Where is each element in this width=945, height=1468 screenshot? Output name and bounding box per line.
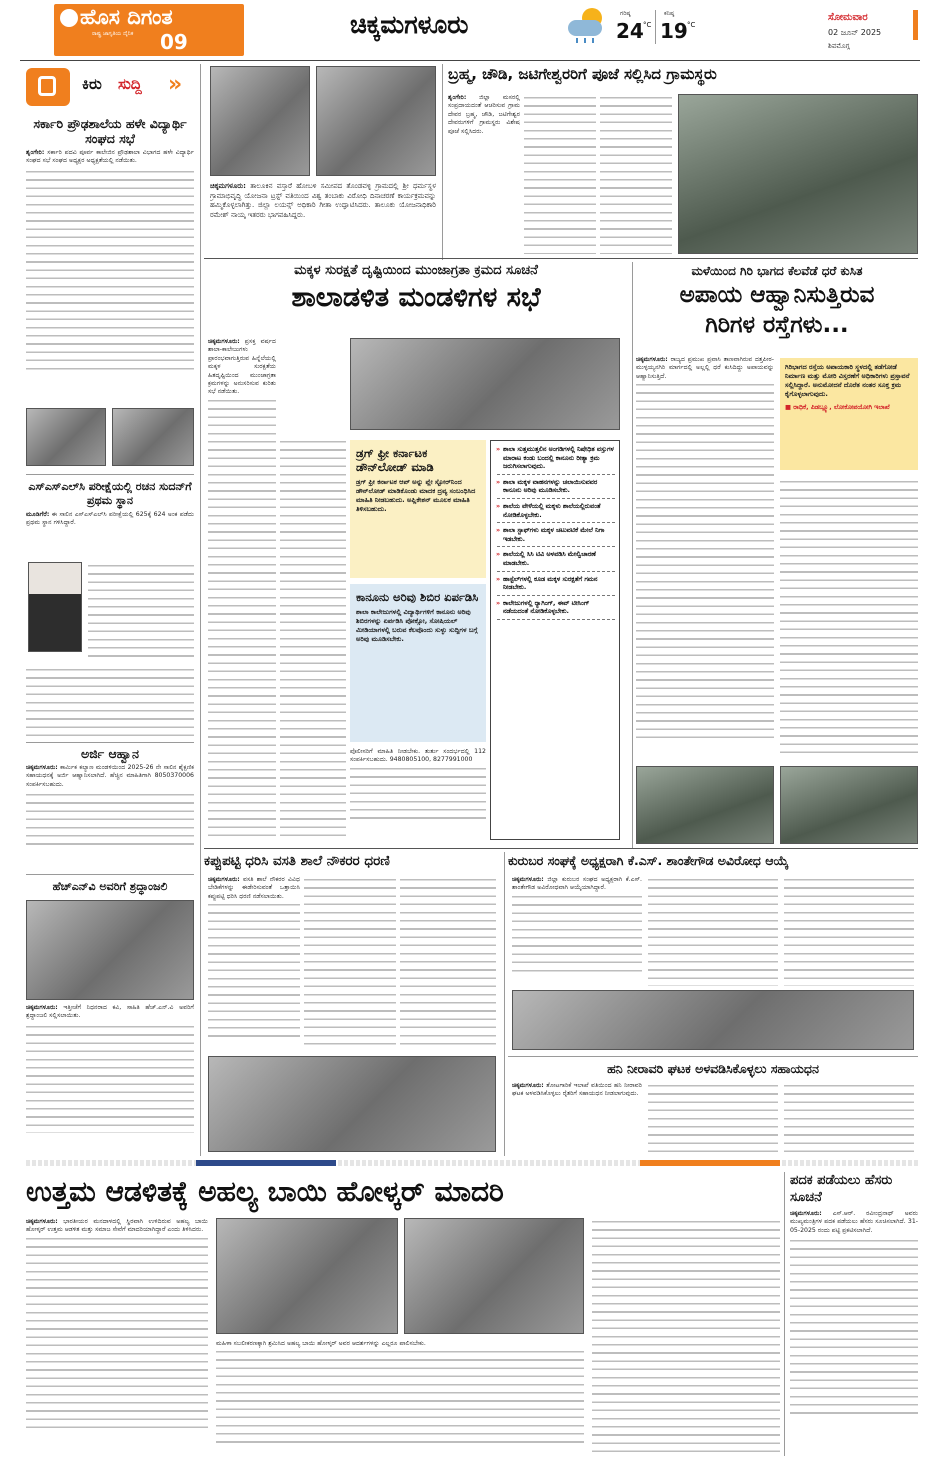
school-point: » ಶಾಲಾ ಮಕ್ಕಳ ವಾಹನಗಳನ್ನು ಚಲಾಯಿಸುವವರ ಕಾನೂನು ಅರಿವು ಮೂಡಿಸಬೇಕು. [497, 478, 615, 499]
school-point: » ಶಾಲಾ ಸುತ್ತಮುತ್ತಲಿನ ಅಂಗಡಿಗಳಲ್ಲಿ ನಿಷೇಧಿತ ವಸ್ತುಗಳ ಮಾರಾಟ ಕಂಡು ಬಂದಲ್ಲಿ ಕಾನೂನು ರೀತ್ಯಾ ಕ್ರಮ ಜರುಗಿಸಲಾಗುವುದು. [497, 445, 615, 475]
registration-marks [0, 1458, 945, 1468]
kuruba-dateline: ಚಿಕ್ಕಮಗಳೂರು: [512, 876, 544, 883]
rain-highlight-box [780, 358, 918, 470]
drug-box-text: ಡ್ರಗ್ ಫ್ರೀ ಕರ್ನಾಟಕ ಆಪ್ ಅನ್ನು ಪ್ಲೇ ಸ್ಟೋರ್‌ನಿಂದ ಡೌನ್‌ಲೋಡ್ ಮಾಡಿಕೊಂಡು ಮಾದಕ ದ್ರವ್ಯ ಸಂಬಂಧಿಸಿದ ಮಾಹಿತಿ ನೀಡಬಹುದು. ಅಪ್ಲಿಕೇಶನ್ ಮೂಲಕ ಮಾಹಿತಿ ತಿಳಿಸಬಹುದು. [356, 478, 476, 513]
alumni-lead: ಸರ್ಕಾರಿ ಪದವಿ ಪೂರ್ವ ಕಾಲೇಜಿನ ಪ್ರೌಢಶಾಲಾ ವಿಭಾಗದ ಹಳೇ ವಿದ್ಯಾರ್ಥಿ ಸಂಘದ ಸಭೆ ಸಂಘದ ಅಧ್ಯಕ್ಷರ ಅಧ್ಯಕ್ಷತೆಯಲ್ಲಿ ನಡೆಯಿತು. [26, 149, 194, 165]
rain-lead: ರಾಜ್ಯದ ಪ್ರಮುಖ ಪ್ರವಾಸಿ ತಾಣವಾಗಿರುವ ದತ್ತಪೀಠ-ಮುಳ್ಳಯ್ಯನಗಿರಿ ಮಾರ್ಗದಲ್ಲಿ ಅಲ್ಲಲ್ಲಿ ಧರೆ ಕುಸಿದಿದ್ದು ಅಪಾಯವನ್ನು ಆಹ್ವಾನಿಸುತ್ತಿದೆ. [636, 356, 774, 380]
ahilya-title: ಉತ್ತಮ ಆಡಳಿತಕ್ಕೆ ಅಹಲ್ಯ ಬಾಯಿ ಹೋಳ್ಕರ್ ಮಾದರಿ [26, 1175, 504, 1208]
kuruba-group-photo [512, 990, 914, 1050]
brahma-lead: ಜಿಲ್ಲಾ ಮಸರಲ್ಲಿ ಸಂಪ್ರದಾಯದಂತೆ ಆಚರಿಸುವ ಗ್ರಾಮ ದೇವರ ಬ್ರಹ್ಮ, ಚೌಡಿ, ಜಟಿಗೇಶ್ವರ ದೇವರುಗಳಿಗೆ ಗ್ರಾಮಸ್ಥರು ವಿಶೇಷ ಪೂಜೆ ಸಲ್ಲಿಸಿದರು. [448, 94, 520, 135]
school-points-list [490, 440, 620, 840]
ahilya-lead2: ಮಹಿಳಾ ಸಬಲೀಕರಣಕ್ಕಾಗಿ ಶ್ರಮಿಸಿದ ಅಹಲ್ಯ ಬಾಯಿ ಹೋಳ್ಕರ್ ಅವರ ಆದರ್ಶಗಳನ್ನು ಎಲ್ಲರೂ ಪಾಲಿಸಬೇಕು. [216, 1340, 426, 1347]
drug-free-box [350, 440, 486, 578]
masthead [0, 0, 945, 60]
max-temp-unit: °C [643, 21, 652, 29]
alumni-photo-1 [26, 408, 106, 466]
alumni-dateline: ಶೃಂಗೇರಿ: [26, 149, 45, 156]
tobacco-day-photo-1 [210, 66, 310, 176]
rain-story [636, 262, 918, 846]
protest-dateline: ಚಿಕ್ಕಮಗಳೂರು: [208, 876, 240, 883]
irrigation-dateline: ಚಿಕ್ಕಮಗಳೂರು: [512, 1082, 544, 1089]
rain-highlight-text: ಗಿರಿಭಾಗದ ರಸ್ತೆಯ ಅಪಾಯಕಾರಿ ಸ್ಥಳದಲ್ಲಿ ತಡೆಗೋಡೆ ನಿರ್ಮಾಣ ಮತ್ತು ಮೋರಿ ವಿಸ್ತರಣೆಗೆ ಅಧಿಕಾರಿಗಳು ಪ್ರಸ್ತಾವನೆ ಸಲ್ಲಿಸಿದ್ದಾರೆ. ಅನುಮೋದನೆ ದೊರೆತ ನಂತರ ಸೂಕ್ತ ಕ್ರಮ ಕೈಗೊಳ್ಳಲಾಗುವುದು. [785, 363, 910, 398]
landslide-photo-1 [636, 766, 774, 844]
protest-lead: ವಸತಿ ಶಾಲೆ ನೌಕರರ ವಿವಿಧ ಬೇಡಿಕೆಗಳನ್ನು ಈಡೇರಿಸುವಂತೆ ಒತ್ತಾಯಿಸಿ ಕಪ್ಪುಪಟ್ಟಿ ಧರಿಸಿ ಧರಣಿ ನಡೆಸಲಾಯಿತು. [208, 876, 300, 900]
school-point: » ಹಾಸ್ಟೆಲ್‌ಗಳಲ್ಲಿ ಕೂಡ ಮಕ್ಕಳ ಸುರಕ್ಷತೆಗೆ ಗಮನ ನೀಡಬೇಕು. [497, 575, 615, 596]
school-point: » ಶಾಲೆಯ ವೇಳೆಯಲ್ಲಿ ಮಕ್ಕಳು ಶಾಲೆಯಲ್ಲಿರುವಂತೆ ನೋಡಿಕೊಳ್ಳಬೇಕು. [497, 502, 615, 523]
min-temp: 19 [660, 19, 688, 43]
kuruba-story [508, 852, 918, 1052]
ahilya-story [26, 1172, 780, 1456]
tobacco-day-photo-2 [316, 66, 436, 176]
brahma-title: ಬ್ರಹ್ಮ, ಚೌಡಿ, ಜಟಿಗೇಶ್ವರರಿಗೆ ಪೂಜೆ ಸಲ್ಲಿಸಿದ ಗ್ರಾಮಸ್ಥರು [448, 65, 717, 83]
ahilya-dateline: ಚಿಕ್ಕಮಗಳೂರು: [26, 1218, 58, 1225]
application-story [26, 746, 194, 874]
page-number: 09 [160, 30, 188, 54]
ahilya-lead: ಭಾರತೀಯರ ಮನದಾಳದಲ್ಲಿ ಸ್ಥಿರವಾಗಿ ಉಳಿದಿರುವ ಅಹಲ್ಯ ಬಾಯಿ ಹೋಳ್ಕರ್ ಉತ್ತಮ ಆಡಳಿತ ಮತ್ತು ಸಮಾಜ ಸೇವೆಗೆ ಮಾದರಿಯಾಗಿದ್ದಾರೆ ಎಂದು ತಿಳಿಸಿದರು. [26, 1218, 208, 1234]
landslide-photo-2 [780, 766, 918, 844]
medal-title: ಪದಕ ಪಡೆಯಲು ಹೆಸರು ಸೂಚನೆ [790, 1173, 893, 1205]
protest-title: ಕಪ್ಪುಪಟ್ಟಿ ಧರಿಸಿ ವಸತಿ ಶಾಲೆ ನೌಕರರ ಧರಣಿ [204, 853, 390, 869]
source-bullet-icon: ■ [785, 403, 794, 411]
school-dateline: ಚಿಕ್ಕಮಗಳೂರು: [208, 338, 240, 345]
application-title: ಅರ್ಜಿ ಆಹ್ವಾನ [81, 746, 139, 761]
alumni-photo-2 [112, 408, 194, 466]
rain-highlight-source: ರಾಧಿಕೆ, ಪಿಡಬ್ಲ್ಯೂ, ಲೋಕೋಪಯೋಗಿ ಇಲಾಖೆ [793, 403, 890, 411]
min-temp-unit: °C [687, 21, 696, 29]
ahilya-event-photo-1 [216, 1218, 398, 1334]
school-point: » ಶಾಲೆಯಲ್ಲಿ ಸಿಸಿ ಟಿವಿ ಅಳವಡಿಸಿ ಮೇಲ್ವಿಚಾರಣೆ ಮಾಡಬೇಕು. [497, 550, 615, 571]
tribute-story [26, 880, 194, 1150]
tribute-dateline: ಚಿಕ್ಕಮಗಳೂರು: [26, 1004, 58, 1011]
alumni-story [26, 116, 194, 476]
chevron-icons: » [168, 72, 183, 97]
alumni-title: ಸರ್ಕಾರಿ ಪ್ರೌಢಶಾಲೆಯ ಹಳೇ ವಿದ್ಯಾರ್ಥಿ ಸಂಘದ ಸಭೆ [33, 116, 187, 146]
school-meeting-photo [350, 338, 620, 430]
sslc-title: ಎಸ್‌ಎಸ್‌ಎಲ್‌ಸಿ ಪರೀಕ್ಷೆಯಲ್ಲಿ ರಚನ ಸುದನ್‌ಗೆ ಪ್ರಥಮ ಸ್ಥಾನ [28, 480, 192, 507]
top-caption-dateline: ಚಿಕ್ಕಮಗಳೂರು: [210, 182, 246, 190]
rain-dateline: ಚಿಕ್ಕಮಗಳೂರು: [636, 356, 668, 363]
application-dateline: ಚಿಕ್ಕಮಗಳೂರು: [26, 764, 58, 771]
sslc-lead: ಈ ಸಾಲಿನ ಎಸ್‌ಎಸ್‌ಎಲ್‌ಸಿ ಪರೀಕ್ಷೆಯಲ್ಲಿ 625ಕ್ಕೆ 624 ಅಂಕ ಪಡೆದು ಪ್ರಥಮ ಸ್ಥಾನ ಗಳಿಸಿದ್ದಾರೆ. [26, 511, 194, 527]
rain-kicker: ಮಳೆಯಿಂದ ಗಿರಿ ಭಾಗದ ಕೆಲವೆಡೆ ಧರೆ ಕುಸಿತ [691, 264, 863, 278]
student-portrait [28, 562, 82, 652]
issue-date: 02 ಜೂನ್ 2025 [828, 28, 882, 37]
protest-story [204, 852, 500, 1154]
top-caption-text: ತಾಲೂಕಿನ ವಸ್ತಾರೆ ಹೋಬಳಿ ಸಮೀಪದ ತೊಂಡವಳ್ಳಿ ಗ್ರಾಮದಲ್ಲಿ ಶ್ರೀ ಧರ್ಮಸ್ಥಳ ಗ್ರಾಮಾಭಿವೃದ್ಧಿ ಯೋಜನಾ ಟ್ರಸ್ಟ್ ವತಿಯಿಂದ ವಿಶ್ವ ತಂಬಾಕು ವಿರೋಧಿ ದಿನಾಚರಣೆ ಕಾರ್ಯಕ್ರಮವನ್ನು ಹಮ್ಮಿಕೊಳ್ಳಲಾಗಿತ್ತು. ಜಿಲ್ಲಾ ಲಯನ್ಸ್ ಅಧಿಕಾರಿ ಗೀತಾ ಉದ್ಘಾಟಿಸಿದರು. ತಾಲೂಕು ಯೋಜನಾಧಿಕಾರಿ ರಮೇಶ್ ನಾಯ್ಕ ಇತರರು ಭಾಗವಹಿಸಿದ್ದರು. [210, 182, 436, 219]
medal-story [790, 1172, 918, 1456]
irrigation-title: ಹನಿ ನೀರಾವರಿ ಘಟಕ ಅಳವಡಿಸಿಕೊಳ್ಳಲು ಸಹಾಯಧನ [607, 1061, 819, 1076]
school-story [204, 262, 628, 846]
kuruba-title: ಕುರುಬರ ಸಂಘಕ್ಕೆ ಅಧ್ಯಕ್ಷರಾಗಿ ಕೆ.ಎಸ್. ಶಾಂತೇಗೌಡ ಅವಿರೋಧ ಆಯ್ಕೆ [508, 853, 789, 868]
school-kicker: ಮಕ್ಕಳ ಸುರಕ್ಷತೆ ದೃಷ್ಟಿಯಿಂದ ಮುಂಜಾಗ್ರತಾ ಕ್ರಮದ ಸೂಚನೆ [294, 263, 538, 278]
law-box-title: ಕಾನೂನು ಅರಿವು ಶಿಬಿರ ಏರ್ಪಡಿಸಿ [356, 590, 479, 604]
tribute-title: ಹೆಚ್‌ಎನ್‌ವಿ ಅವರಿಗೆ ಶ್ರದ್ಧಾಂಜಲಿ [52, 880, 168, 893]
school-lead2: ಪೊಲೀಸರಿಗೆ ಮಾಹಿತಿ ನೀಡಬೇಕು. ತುರ್ತು ಸಂದರ್ಭದಲ್ಲಿ 112 ಸಂಪರ್ಕಿಸಬಹುದು. 9480805100, 8277991000 [350, 748, 486, 764]
brahma-dateline: ಶೃಂಗೇರಿ: [448, 94, 467, 101]
law-awareness-box [350, 584, 486, 742]
irrigation-story [508, 1060, 918, 1154]
tribute-lead: ಇತ್ತೀಚೆಗೆ ನಿಧನರಾದ ಕವಿ, ಸಾಹಿತಿ ಹೆಚ್.ಎನ್.ವಿ ಅವರಿಗೆ ಶ್ರದ್ಧಾಂಜಲಿ ಸಲ್ಲಿಸಲಾಯಿತು. [26, 1004, 194, 1020]
logo-icon [60, 9, 78, 27]
school-lead: ಪ್ರಸಕ್ತ ವರ್ಷದ ಶಾಲಾ-ಕಾಲೇಜುಗಳು ಪ್ರಾರಂಭವಾಗುತ್ತಿರುವ ಹಿನ್ನೆಲೆಯಲ್ಲಿ ಮಕ್ಕಳ ಸುರಕ್ಷತೆಯ ಹಿತದೃಷ್ಟಿಯಿಂದ ಮುಂಜಾಗ್ರತಾ ಕ್ರಮಗಳನ್ನು ಅನುಸರಿಸುವ ಕುರಿತು ಸಭೆ ನಡೆಯಿತು. [208, 338, 276, 396]
edition-name: ಶಿವಮೊಗ್ಗ [828, 42, 850, 50]
tribute-photo [26, 900, 194, 1000]
max-temp-label: ಗರಿಷ್ಠ [620, 10, 631, 17]
kuruba-lead: ಜಿಲ್ಲಾ ಕುರುಬರ ಸಂಘದ ಅಧ್ಯಕ್ಷರಾಗಿ ಕೆ.ಎಸ್. ಶಾಂತೇಗೌಡ ಅವಿರೋಧವಾಗಿ ಆಯ್ಕೆಯಾಗಿದ್ದಾರೆ. [512, 876, 642, 892]
rain-title-line1: ಅಪಾಯ ಆಹ್ವಾನಿಸುತ್ತಿರುವ [679, 282, 875, 308]
rain-title-line2: ಗಿರಿಗಳ ರಸ್ತೆಗಳು... [705, 312, 849, 338]
weather-icon [568, 8, 610, 44]
city-name: ಚಿಕ್ಕಮಗಳೂರು [350, 10, 469, 39]
drug-box-title: ಡ್ರಗ್ ಫ್ರೀ ಕರ್ನಾಟಕ ಡೌನ್‌ಲೋಡ್ ಮಾಡಿ [356, 446, 434, 474]
school-title: ಶಾಲಾಡಳಿತ ಮಂಡಳಿಗಳ ಸಭೆ [291, 282, 541, 313]
brahma-story [448, 64, 918, 258]
medal-dateline: ಚಿಕ್ಕಮಗಳೂರು: [790, 1210, 822, 1217]
law-box-text: ಶಾಲಾ ಕಾಲೇಜುಗಳಲ್ಲಿ ವಿದ್ಯಾರ್ಥಿಗಳಿಗೆ ಕಾನೂನು ಅರಿವು ಶಿಬಿರಗಳನ್ನು ಏರ್ಪಡಿಸಿ ಪೋಕ್ಸೋ, ಸೋಷಿಯಲ್ ಮೀಡಿಯಾಗಳಲ್ಲಿ ಬರುವ ಕೆಲವೊಂದು ಸುಳ್ಳು ಸುದ್ದಿಗಳ ಬಗ್ಗೆ ಅರಿವು ಮೂಡಿಸಬೇಕು. [356, 608, 478, 643]
top-photo-story [206, 64, 438, 256]
kirusuddi-label-part2: ಸುದ್ದಿ [118, 75, 142, 93]
kirusuddi-label-part1: ಕಿರು [82, 75, 102, 93]
min-temp-label: ಕನಿಷ್ಠ [664, 10, 675, 17]
medal-lead: ಎಸ್.ಆರ್. ರವೀಂದ್ರನಾಥ್ ಅವರು ಮುಖ್ಯಮಂತ್ರಿಗಳ ಪದಕ ಪಡೆಯಲು ಹೆಸರು ಸೂಚಿಸಲಾಗಿದೆ. 31-05-2025 ರಂದು ಪಟ್ಟಿ ಪ್ರಕಟಿಸಲಾಗಿದೆ. [790, 1210, 918, 1234]
sslc-dateline: ಮೂಡಿಗೆರೆ: [26, 511, 50, 518]
kirusuddi-badge [26, 66, 194, 108]
school-point: » ಶಾಲಾ ಸ್ಟಾಫ್‌ಗಳು ಮಕ್ಕಳ ಚಟುವಟಿಕೆ ಮೇಲೆ ನಿಗಾ ಇಡಬೇಕು. [497, 526, 615, 547]
section-divider-bar [26, 1160, 918, 1166]
school-point: » ಕಾಲೇಜುಗಳಲ್ಲಿ ರ‍್ಯಾಗಿಂಗ್, ಈವ್ ಟೀಸಿಂಗ್ ನಡೆಯದಂತೆ ನೋಡಿಕೊಳ್ಳಬೇಕು. [497, 599, 615, 620]
application-lead: ಕಾರ್ಮಿಕ ಕಲ್ಯಾಣ ಮಂಡಳಿಯಿಂದ 2025-26 ನೇ ಸಾಲಿನ ಶೈಕ್ಷಣಿಕ ಸಹಾಯಧನಕ್ಕೆ ಅರ್ಜಿ ಆಹ್ವಾನಿಸಲಾಗಿದೆ. ಹೆಚ್ಚಿನ ಮಾಹಿತಿಗಾಗಿ 8050370006 ಸಂಪರ್ಕಿಸಬಹುದು. [26, 764, 194, 788]
sslc-story [26, 480, 194, 742]
protest-photo [208, 1056, 496, 1152]
irrigation-lead: ತೋಟಗಾರಿಕೆ ಇಲಾಖೆ ವತಿಯಿಂದ ಹನಿ ನೀರಾವರಿ ಘಟಕ ಅಳವಡಿಸಿಕೊಳ್ಳಲು ರೈತರಿಗೆ ಸಹಾಯಧನ ನೀಡಲಾಗುವುದು. [512, 1082, 642, 1098]
paper-tagline: ರಾಷ್ಟ್ರ ಜಾಗೃತಿಯ ದೈನಿಕ [92, 31, 134, 37]
paper-name: ಹೊಸ ದಿಗಂತ [80, 5, 173, 29]
max-temp: 24 [616, 19, 644, 43]
day-name: ಸೋಮವಾರ [828, 12, 868, 23]
temple-pooja-photo [678, 94, 918, 254]
ahilya-event-photo-2 [404, 1218, 584, 1334]
